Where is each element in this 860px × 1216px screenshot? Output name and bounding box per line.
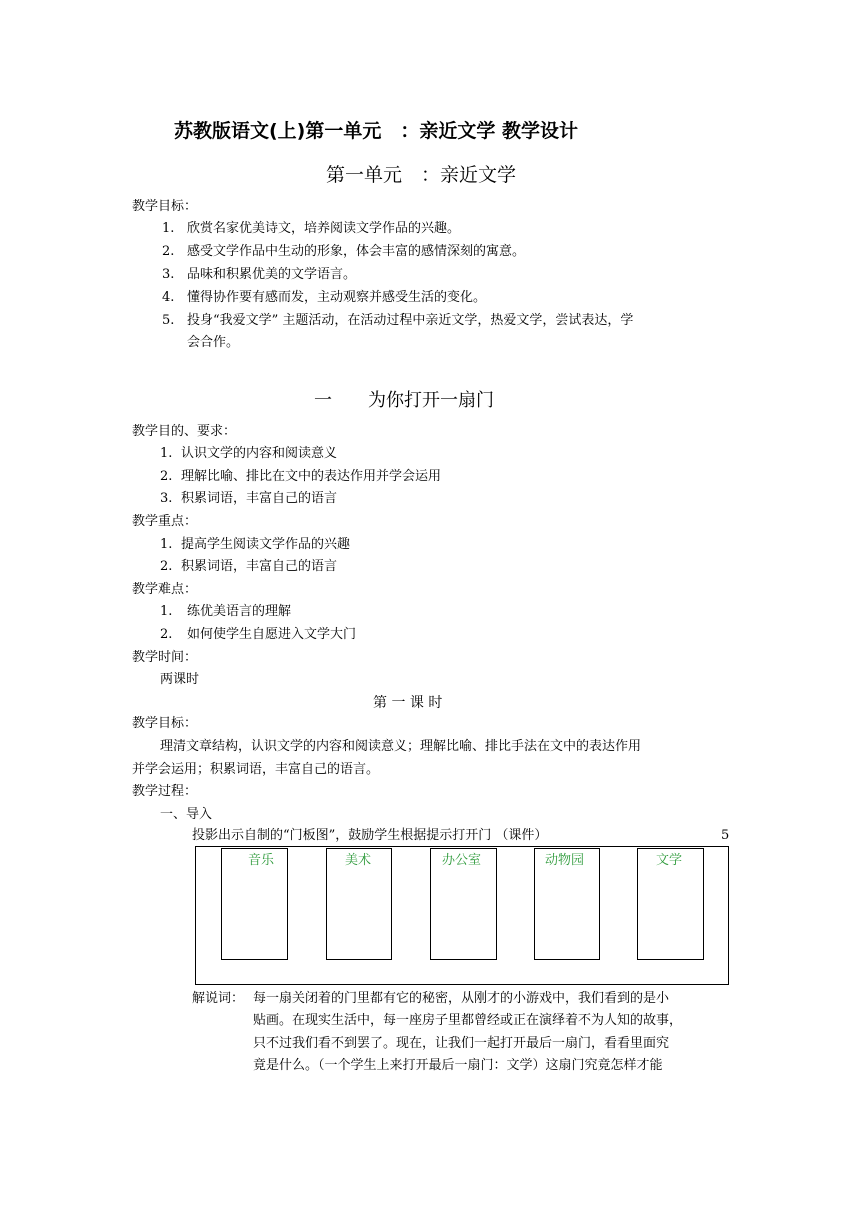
requirements-label: 教学目的、要求： [132, 424, 237, 439]
difficulty-text: 练优美语言的理解 [187, 604, 292, 619]
unit-goal-text: 懂得协作要有感而发，主动观察并感受生活的变化。 [187, 290, 487, 305]
unit-goal-text: 欣赏名家优美诗文，培养阅读文学作品的兴趣。 [187, 221, 461, 236]
period-goal-label: 教学目标： [132, 716, 198, 731]
unit-goal-num: 2. [162, 244, 175, 259]
unit-goal-num: 3. [162, 267, 175, 282]
key-point-text: 提高学生阅读文学作品的兴趣 [181, 537, 351, 552]
unit-goal-num: 5. [162, 313, 175, 328]
period-goal-line: 并学会运用；积累词语，丰富自己的语言。 [132, 762, 380, 777]
unit-goal-text: 感受文学作品中生动的形象，体会丰富的感情深刻的寓意。 [187, 244, 526, 259]
lesson-number: 一 [314, 390, 332, 411]
unit-goal-text: 投身“我爱文学” 主题活动，在活动过程中亲近文学，热爱文学，尝试表达，学 [187, 313, 634, 328]
difficulty-text: 如何使学生自愿进入文学大门 [187, 627, 357, 642]
door-label-music: 音乐 [248, 853, 275, 868]
key-point-num: 2. [160, 559, 173, 574]
key-point-num: 1. [160, 537, 173, 552]
lesson-title: 为你打开一扇门 [368, 390, 494, 411]
unit-goal-text-continued: 会合作。 [187, 335, 240, 350]
key-points-label: 教学重点： [132, 514, 198, 529]
requirement-text: 理解比喻、排比在文中的表达作用并学会运用 [181, 469, 442, 484]
document-title: 苏教版语文(上)第一单元 ：亲近文学 教学设计 [174, 120, 578, 142]
unit-goal-num: 1. [162, 221, 175, 236]
door-label-office: 办公室 [442, 853, 482, 868]
unit-heading: 第一单元 ：亲近文学 [326, 164, 517, 186]
unit-goal-text: 品味和积累优美的文学语言。 [187, 267, 357, 282]
requirement-num: 3. [160, 491, 173, 506]
difficulty-num: 2. [160, 627, 173, 642]
key-point-text: 积累词语，丰富自己的语言 [181, 559, 338, 574]
commentary-line: 竟是什么。（一个学生上来打开最后一扇门：文学）这扇门究竟怎样才能 [253, 1058, 663, 1073]
requirement-num: 2. [160, 469, 173, 484]
door-label-art: 美术 [345, 853, 372, 868]
period-title: 第 一 课 时 [373, 695, 443, 711]
unit-goal-num: 4. [162, 290, 175, 305]
commentary-line: 每一扇关闭着的门里都有它的秘密，从刚才的小游戏中，我们看到的是小 [253, 991, 670, 1006]
commentary-line: 贴画。在现实生活中，每一座房子里都曾经或正在演绎着不为人知的故事， [253, 1013, 683, 1028]
difficulty-num: 1. [160, 604, 173, 619]
time-value: 两课时 [160, 672, 200, 687]
time-label: 教学时间： [132, 650, 198, 665]
requirement-num: 1. [160, 446, 173, 461]
projection-text: 投影出示自制的“门板图”，鼓励学生根据提示打开门 （课件） [192, 828, 548, 843]
period-goal-line: 理清文章结构，认识文学的内容和阅读意义；理解比喻、排比手法在文中的表达作用 [160, 739, 642, 754]
requirement-text: 积累词语，丰富自己的语言 [181, 491, 338, 506]
process-label: 教学过程： [132, 784, 198, 799]
projection-number: 5 [721, 828, 730, 843]
door-label-literature: 文学 [656, 853, 683, 868]
step-heading: 一、导入 [160, 807, 213, 822]
difficulties-label: 教学难点： [132, 582, 198, 597]
requirement-text: 认识文学的内容和阅读意义 [181, 446, 338, 461]
door-label-zoo: 动物园 [545, 853, 585, 868]
commentary-label: 解说词： [192, 991, 245, 1006]
commentary-line: 只不过我们看不到罢了。现在，让我们一起打开最后一扇门，看看里面究 [253, 1036, 670, 1051]
unit-goals-label: 教学目标： [132, 199, 198, 214]
